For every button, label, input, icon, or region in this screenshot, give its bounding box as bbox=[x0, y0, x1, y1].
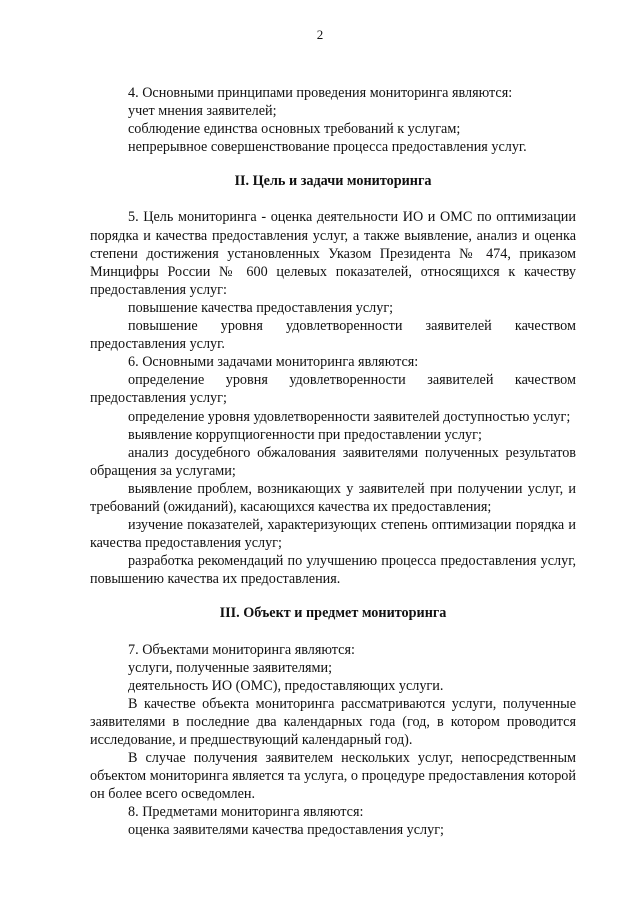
clause-5: 5. Цель мониторинга - оценка деятельности ИО и ОМС по оптимизации порядка и качества предоставления услуг, а также выявление, анализ и оценка степени достижения установленных Указом Президента № 474, приказом Минцифры России № 600 целевых показателей, относящихся к качеству предоставления услуг: bbox=[90, 209, 576, 298]
clause-6-item: выявление проблем, возникающих у заявителей при получении услуг, и требований (ожиданий), касающихся качества их предоставления; bbox=[90, 480, 576, 515]
clause-6-item: анализ досудебного обжалования заявителями полученных результатов обращения за услугами; bbox=[90, 444, 576, 479]
clause-5-item: повышение качества предоставления услуг; bbox=[128, 299, 394, 316]
clause-8: 8. Предметами мониторинга являются: bbox=[128, 804, 364, 821]
section-3-heading: III. Объект и предмет мониторинга bbox=[219, 605, 447, 622]
clause-7-text: В случае получения заявителем нескольких услуг, непосредственным объектом мониторинга является та услуга, о процедуре предоставления которой он более всего осведомлен. bbox=[90, 750, 576, 803]
clause-6-item: определение уровня удовлетворенности заявителей доступностью услуг; bbox=[128, 408, 571, 425]
clause-6-item: разработка рекомендаций по улучшению процесса предоставления услуг, повышению качества их предоставления. bbox=[90, 553, 576, 588]
clause-7: 7. Объектами мониторинга являются: bbox=[128, 641, 355, 658]
clause-7-text: В качестве объекта мониторинга рассматриваются услуги, полученные заявителями в последние два календарных года (год, в котором проводится исследование, и предшествующий календарный год). bbox=[90, 695, 576, 748]
clause-4: 4. Основными принципами проведения мониторинга являются: bbox=[128, 85, 513, 101]
document-body bbox=[90, 84, 576, 840]
clause-4-item: непрерывное совершенствование процесса предоставления услуг. bbox=[128, 139, 527, 156]
clause-7-item: деятельность ИО (ОМС), предоставляющих услуги. bbox=[128, 677, 444, 694]
clause-6-item: определение уровня удовлетворенности заявителей качеством предоставления услуг; bbox=[90, 372, 576, 407]
section-2-heading: II. Цель и задачи мониторинга bbox=[234, 173, 432, 190]
clause-6-item: выявление коррупциогенности при предоставлении услуг; bbox=[128, 426, 482, 443]
clause-4-item: учет мнения заявителей; bbox=[128, 103, 277, 120]
clause-6: 6. Основными задачами мониторинга являются: bbox=[128, 354, 419, 371]
clause-6-item: изучение показателей, характеризующих степень оптимизации порядка и качества предоставления услуг; bbox=[90, 517, 576, 552]
clause-4-item: соблюдение единства основных требований к услугам; bbox=[128, 121, 461, 138]
clause-5-item: повышение уровня удовлетворенности заявителей качеством предоставления услуг. bbox=[90, 318, 576, 353]
clause-7-item: услуги, полученные заявителями; bbox=[128, 659, 333, 676]
clause-8-item: оценка заявителями качества предоставления услуг; bbox=[128, 822, 444, 839]
page-number: 2 bbox=[316, 27, 324, 42]
